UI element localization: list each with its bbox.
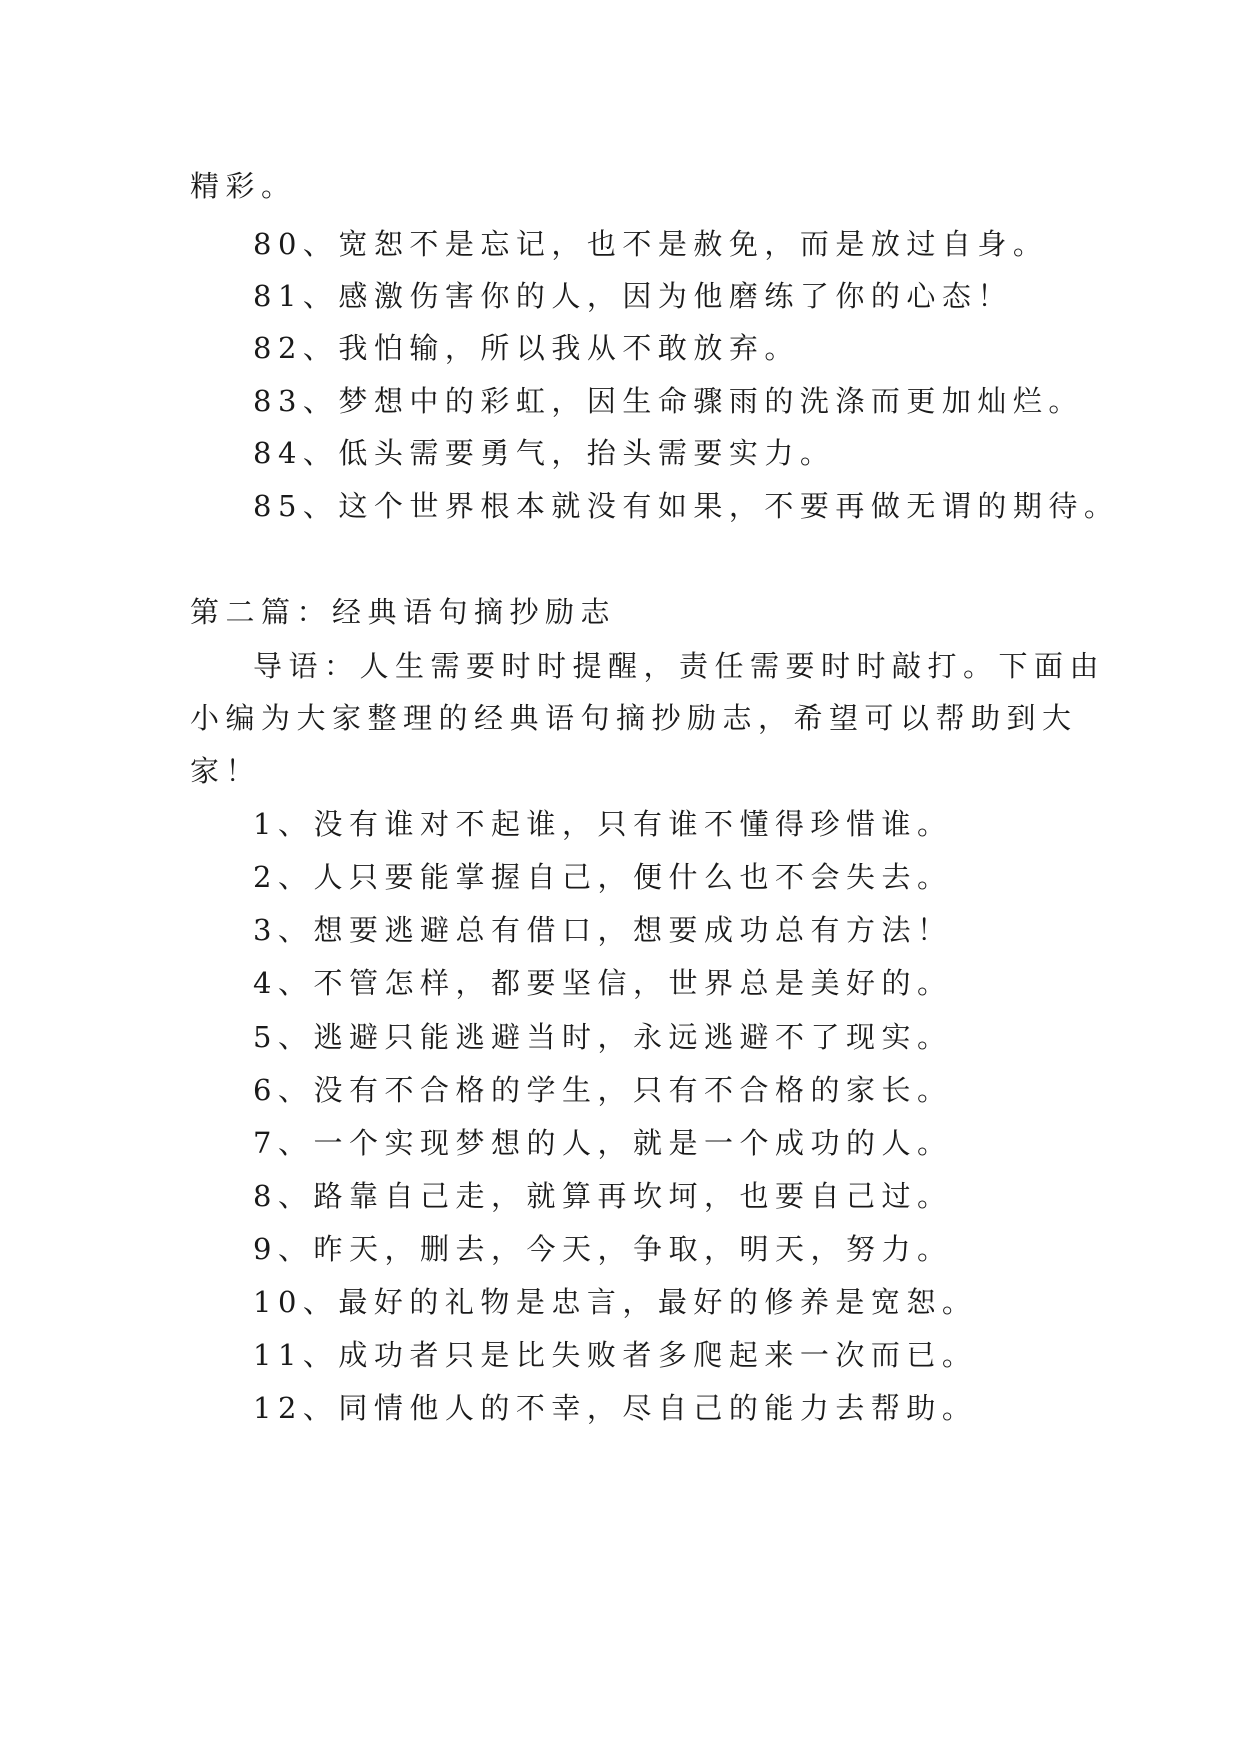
list-item: 82、我怕输，所以我从不敢放弃。 [253,331,800,365]
continuation-text: 精彩。 [190,169,297,203]
list-item: 12、同情他人的不幸，尽自己的能力去帮助。 [253,1391,978,1425]
intro-line: 小编为大家整理的经典语句摘抄励志，希望可以帮助到大 [190,701,1078,735]
list-item: 5、逃避只能逃避当时，永远逃避不了现实。 [253,1020,953,1054]
list-item: 9、昨天，删去，今天，争取，明天，努力。 [253,1232,953,1266]
list-item: 3、想要逃避总有借口，想要成功总有方法！ [253,913,953,947]
list-item: 84、低头需要勇气，抬头需要实力。 [253,436,836,470]
list-item: 11、成功者只是比失败者多爬起来一次而已。 [253,1338,978,1372]
intro-line: 家！ [190,754,262,788]
list-item: 80、宽恕不是忘记，也不是赦免，而是放过自身。 [253,227,1049,261]
list-item: 81、感激伤害你的人，因为他磨练了你的心态！ [253,279,1013,313]
section-heading: 第二篇：经典语句摘抄励志 [190,595,617,629]
list-item: 1、没有谁对不起谁，只有谁不懂得珍惜谁。 [253,807,953,841]
intro-line: 导语：人生需要时时提醒，责任需要时时敲打。下面由 [253,649,1106,683]
list-item: 4、不管怎样，都要坚信，世界总是美好的。 [253,966,953,1000]
list-item: 2、人只要能掌握自己，便什么也不会失去。 [253,860,953,894]
list-item: 83、梦想中的彩虹，因生命骤雨的洗涤而更加灿烂。 [253,384,1084,418]
list-item: 6、没有不合格的学生，只有不合格的家长。 [253,1073,953,1107]
list-item: 85、这个世界根本就没有如果，不要再做无谓的期待。 [253,489,1120,523]
list-item: 10、最好的礼物是忠言，最好的修养是宽恕。 [253,1285,978,1319]
list-item: 8、路靠自己走，就算再坎坷，也要自己过。 [253,1179,953,1213]
list-item: 7、一个实现梦想的人，就是一个成功的人。 [253,1126,953,1160]
